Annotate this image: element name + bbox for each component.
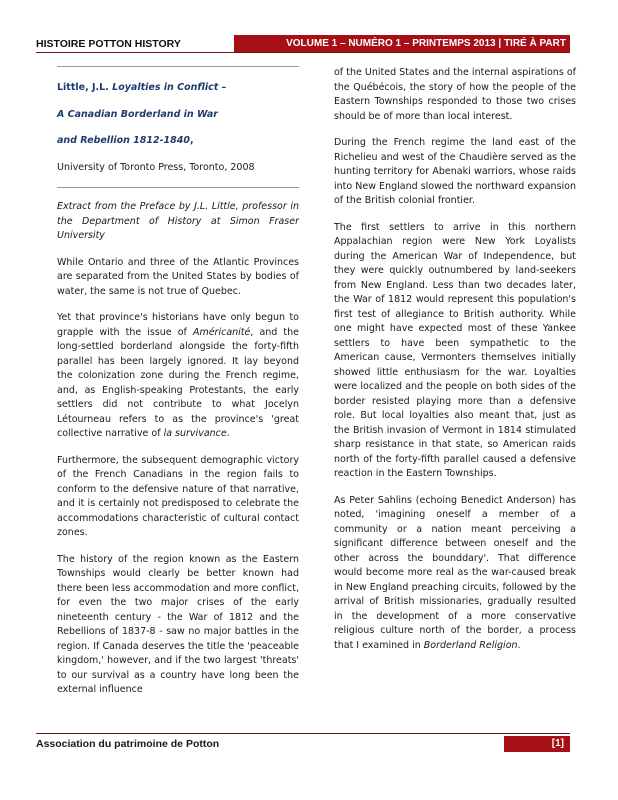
page-number: [1] [504, 736, 570, 752]
book-title-line-3 [57, 134, 299, 149]
footer-rule [36, 733, 570, 734]
right-body [334, 66, 576, 653]
book-title-line-1 [57, 81, 299, 96]
paragraph-text: The history of the region known as the Eastern Townships would clearly be better known had there been less accommodation and more conflict, for even the two major crises of the early nineteenth century - the War of 1812 and the Rebellions of 1837-8 - saw no major battles in the region. If Canada deserves the title the 'peaceable kingdom,' however, and if the two largest 'threats' to our survival as a country have long been the external influence [57, 553, 299, 695]
title-bottom-rule [57, 187, 299, 188]
extract-note: Extract from the Preface by J.L. Little, professor in the Department of History at Simon Fraser University [57, 201, 299, 241]
book-title-part-2: A Canadian Borderland in War [57, 108, 218, 120]
paragraph-text: . [226, 428, 230, 439]
body-paragraph [334, 221, 576, 482]
emphasis-text: Américanité [192, 326, 251, 338]
right-column [334, 66, 576, 665]
book-title-part-3: and Rebellion 1812-1840 [57, 135, 190, 146]
paragraph-text: During the French regime the land east of the Richelieu and west of the Chaudière served as the hunting territory for Abenaki warriors, whose raids into New England slowed the northward expansion of the British colonial frontier. [334, 137, 576, 206]
body-paragraph [334, 136, 576, 209]
footer-organization: Association du patrimoine de Potton [36, 738, 220, 750]
body-paragraph [334, 66, 576, 124]
header-issue-banner: VOLUME 1 – NUMÉRO 1 – PRINTEMPS 2013 | TIRÉ À PART [234, 35, 570, 52]
body-paragraph [57, 553, 299, 698]
left-column [57, 66, 299, 710]
paragraph-text: . [517, 639, 521, 651]
book-publisher: University of Toronto Press, Toronto, 2008 [57, 161, 255, 173]
book-title-part-1: Loyalties in Conflict – [112, 82, 227, 93]
paragraph-text: While Ontario and three of the Atlantic Provinces are separated from the United States by bodies of water, the same is not true of Quebec. [57, 256, 299, 297]
body-paragraph [57, 311, 299, 442]
paragraph-text: of the United States and the internal aspirations of the Québécois, the story of how the people of the Eastern Townships responded to those two crises should be of more than local interest. [334, 67, 576, 122]
title-top-rule [57, 66, 299, 67]
book-title-comma: , [190, 135, 194, 146]
left-body [57, 256, 299, 698]
book-citation [57, 81, 299, 175]
paragraph-text: The first settlers to arrive in this northern Appalachian region were New York Loyalists during the American War of Independence, but they were quickly outnumbered by land-seekers from New England. Less than two decades later, the War of 1812 would represent this population's first test of allegiance to British authority. While one might have expected most of these Yankee settlers to have been sympathetic to the American cause, Vermonters themselves initially showed little enthusiasm for the war. Loyalties were localized and the people on both sides of the border resisted playing more than a defensive role. But local loyalties also meant that, just as the British invasion of Vermont in 1814 stimulated sharp resistance in that state, so American raids north of the forty-fifth parallel caused a defensive reaction in the Eastern Townships. [334, 221, 576, 479]
emphasis-text: Borderland Religion [423, 639, 518, 651]
paragraph-text: As Peter Sahlins (echoing Benedict Anderson) has noted, 'imagining oneself a member of a community or a nation meant perceiving a significant difference between oneself and the other across the bounddary'. That difference would become more real as the war-caused break in New England preaching circuits, followed by the arrival of British missionaries, gradually resulted in the development of a more conservative religious culture north of the border, a process that I examined in [334, 494, 576, 651]
body-paragraph [334, 494, 576, 654]
header-journal-name: HISTOIRE POTTON HISTORY [36, 38, 181, 50]
book-title-line-2 [57, 108, 299, 123]
book-author: Little, J.L. [57, 82, 109, 93]
body-paragraph [57, 454, 299, 541]
emphasis-text: la survivance [163, 428, 227, 439]
header-rule [36, 52, 570, 53]
body-paragraph [57, 256, 299, 300]
paragraph-text: Yet that province's historians have only begun to grapple with the issue of [57, 312, 299, 338]
paragraph-text: , and the long-settled borderland alongside the forty-fifth parallel has been largely ignored. It lay beyond the colonization zone during the French regime, and, as English-speaking Protestants, the early settlers did not contribute to what Jocelyn Létourneau refers to as the province's 'great collective narrative of [57, 326, 299, 439]
paragraph-text: Furthermore, the subsequent demographic victory of the French Canadians in the region fails to conform to the defensive nature of that narrative, and it is certainly not predisposed to celebrate the accommodations characteristic of cultural contact zones. [57, 454, 299, 538]
